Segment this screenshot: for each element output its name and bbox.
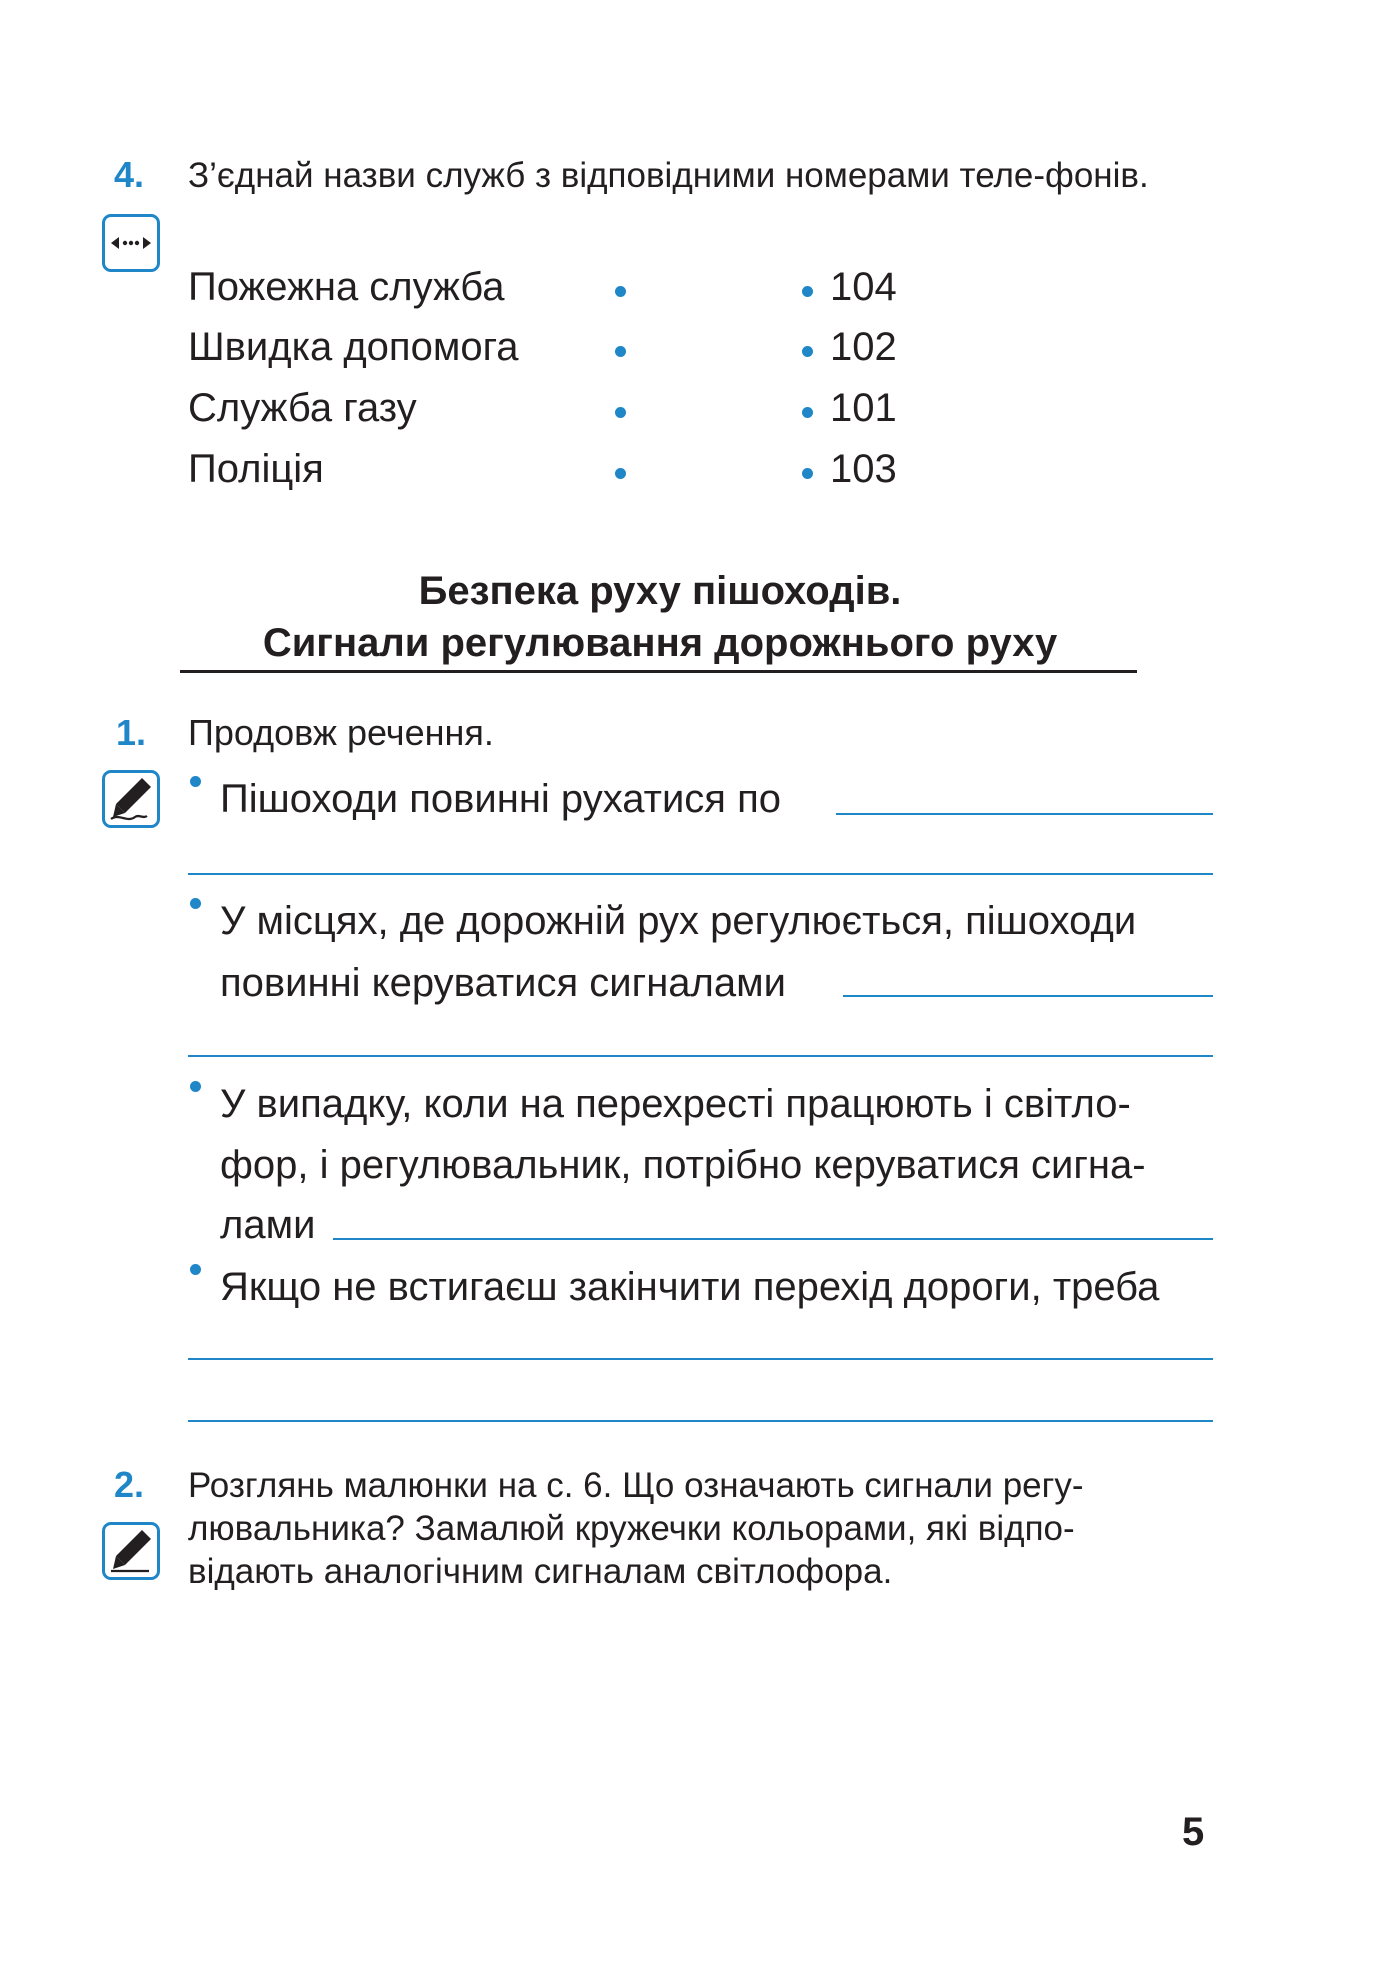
task-1-instruction: Продовж речення. xyxy=(188,712,494,753)
section-title-line-1: Безпека руху пішоходів. xyxy=(418,569,902,613)
task-4-number: 4. xyxy=(114,154,145,195)
service-gas: Служба газу xyxy=(188,386,417,430)
sentence-3: У випадку, коли на перехресті працюють і світло- xyxy=(220,1082,1131,1126)
sentence-3-continuation: фор, і регулювальник, потрібно керуватися сигна- xyxy=(220,1143,1146,1187)
sentence-1: Пішоходи повинні рухатися по xyxy=(220,777,781,821)
sentence-3-continuation: лами xyxy=(220,1203,316,1247)
left-connect-dot[interactable] xyxy=(615,468,626,479)
sentence-2: У місцях, де дорожній рух регулюється, пішоходи xyxy=(220,899,1137,943)
answer-line[interactable] xyxy=(188,1055,1213,1057)
task-2-text-line-1: Розглянь малюнки на с. 6. Що означають сигнали регу- xyxy=(188,1466,1084,1505)
section-underline xyxy=(180,670,1137,673)
service-police: Поліція xyxy=(188,447,324,491)
answer-line[interactable] xyxy=(836,813,1213,815)
page-number: 5 xyxy=(1182,1810,1205,1854)
left-connect-dot[interactable] xyxy=(615,286,626,297)
answer-line[interactable] xyxy=(843,995,1213,997)
service-ambulance: Швидка допомога xyxy=(188,325,519,369)
task-2-text-line-3: відають аналогічним сигналам світлофора. xyxy=(188,1552,893,1591)
task-1-number: 1. xyxy=(116,712,147,753)
service-fire: Пожежна служба xyxy=(188,265,505,309)
pen-icon xyxy=(102,1522,160,1580)
left-connect-dot[interactable] xyxy=(615,407,626,418)
answer-line[interactable] xyxy=(188,1358,1213,1360)
task-2-number: 2. xyxy=(114,1464,145,1505)
right-connect-dot[interactable] xyxy=(802,286,813,297)
connect-arrows-icon xyxy=(102,214,160,272)
sentence-2-continuation: повинні керуватися сигналами xyxy=(220,961,786,1005)
phone-number: 103 xyxy=(830,447,897,491)
section-title-line-2: Сигнали регулювання дорожнього руху xyxy=(262,621,1058,665)
task-4-text: З’єднай назви служб з відповідними номерами теле-фонів. xyxy=(188,156,1149,195)
phone-number: 101 xyxy=(830,386,897,430)
right-connect-dot[interactable] xyxy=(802,346,813,357)
right-connect-dot[interactable] xyxy=(802,407,813,418)
answer-line[interactable] xyxy=(188,873,1213,875)
phone-number: 102 xyxy=(830,325,897,369)
answer-line[interactable] xyxy=(333,1238,1213,1240)
pen-icon xyxy=(102,770,160,828)
sentence-4: Якщо не встигаєш закінчити перехід дороги, треба xyxy=(220,1265,1160,1309)
left-connect-dot[interactable] xyxy=(615,346,626,357)
answer-line[interactable] xyxy=(188,1420,1213,1422)
right-connect-dot[interactable] xyxy=(802,468,813,479)
phone-number: 104 xyxy=(830,265,897,309)
task-2-text-line-2: лювальника? Замалюй кружечки кольорами, які відпо- xyxy=(188,1509,1075,1548)
